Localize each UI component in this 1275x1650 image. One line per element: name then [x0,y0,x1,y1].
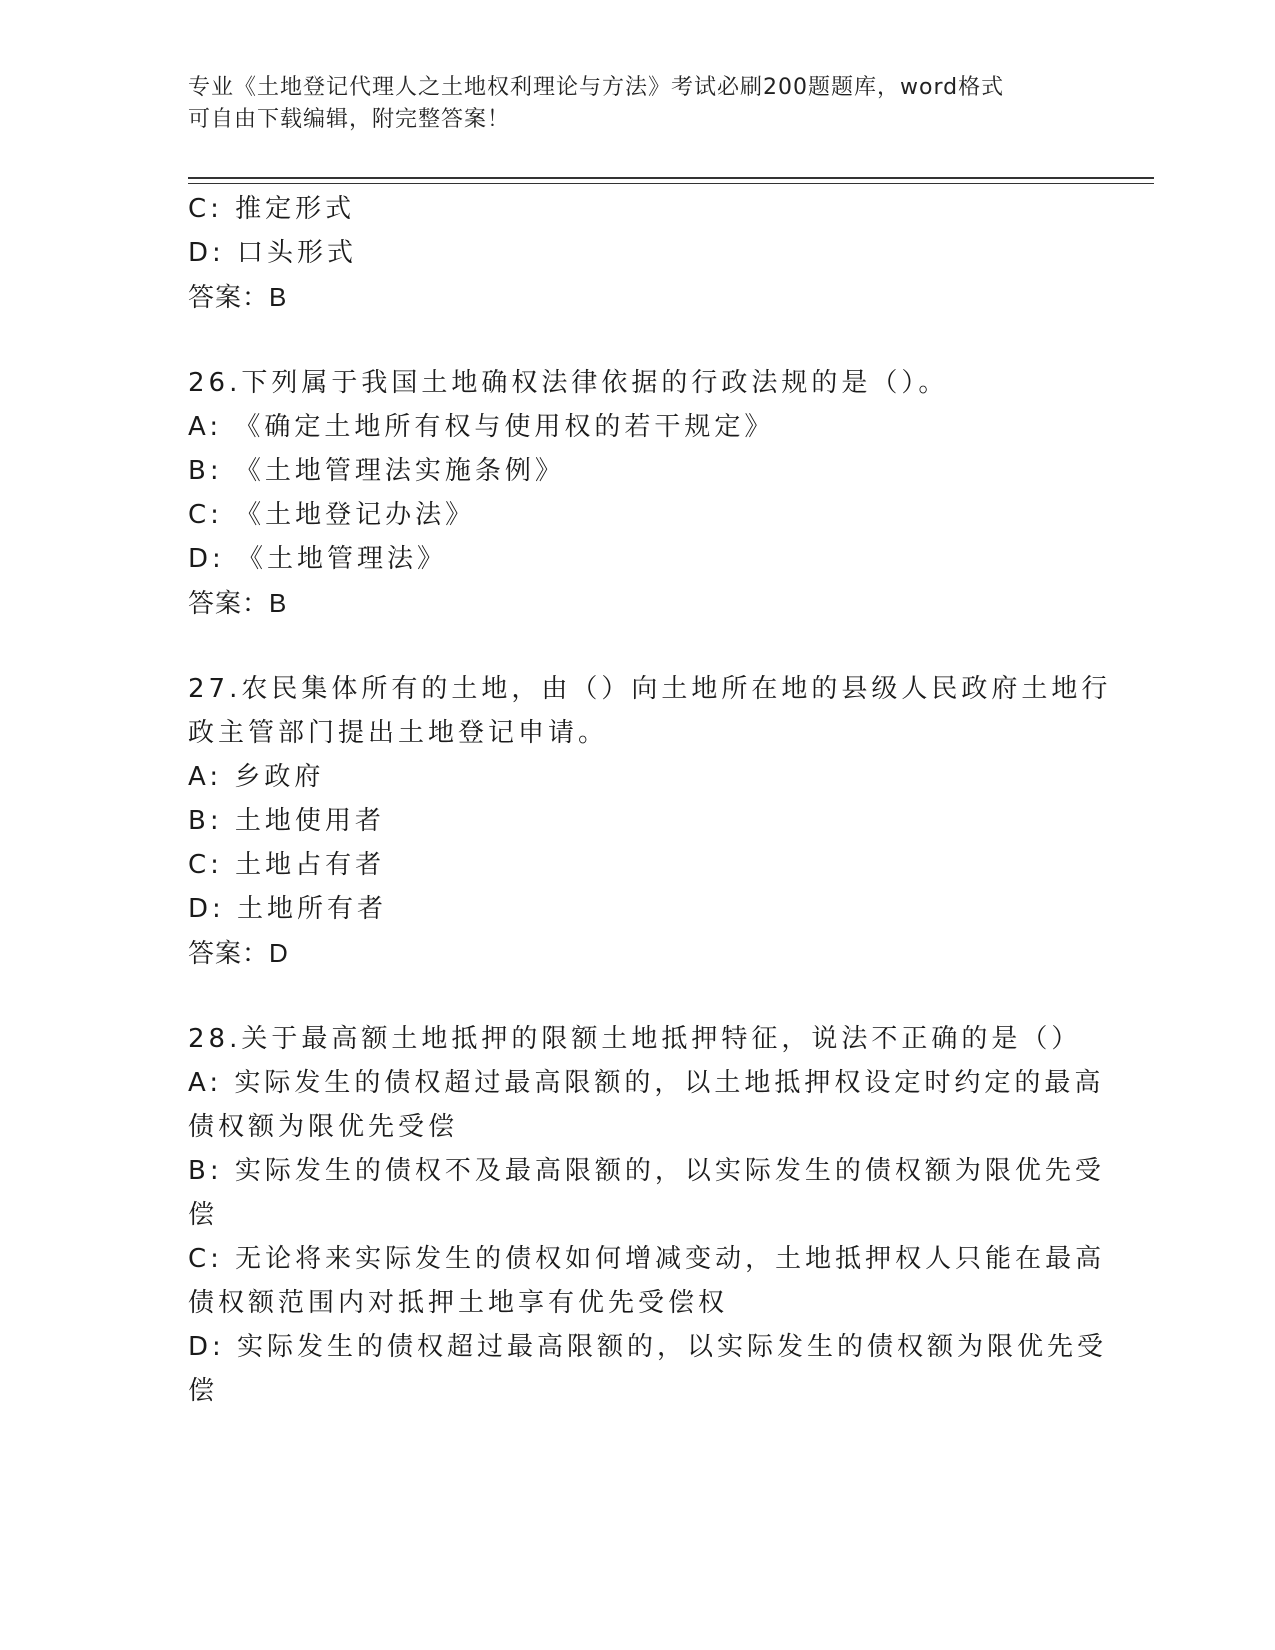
q28-option-c-line-1: C: 无论将来实际发生的债权如何增减变动，土地抵押权人只能在最高 [188,1244,1106,1274]
q26-answer: 答案：B [188,588,288,618]
prev-option-c: C: 推定形式 [188,194,356,224]
q28-option-a-line-1: A: 实际发生的债权超过最高限额的，以土地抵押权设定时约定的最高 [188,1068,1105,1098]
q28-option-c-line-2: 债权额范围内对抵押土地享有优先受偿权 [188,1288,729,1318]
q26-option-a: A: 《确定土地所有权与使用权的若干规定》 [188,412,775,442]
q26-stem: 26.下列属于我国土地确权法律依据的行政法规的是（）。 [188,368,949,398]
q26-option-c: C: 《土地登记办法》 [188,500,476,530]
q26-option-b: B: 《土地管理法实施条例》 [188,456,565,486]
q28-stem: 28.关于最高额土地抵押的限额土地抵押特征，说法不正确的是（） [188,1024,1082,1054]
q28-option-a-line-2: 债权额为限优先受偿 [188,1112,459,1142]
q28-option-d-line-1: D: 实际发生的债权超过最高限额的，以实际发生的债权额为限优先受 [188,1332,1108,1362]
header-line-2: 可自由下载编辑，附完整答案！ [188,107,511,132]
q27-stem-line-1: 27.农民集体所有的土地，由（）向土地所在地的县级人民政府土地行 [188,674,1112,704]
header-line-1: 专业《土地登记代理人之土地权利理论与方法》考试必刷200题题库，word格式 [188,75,1005,100]
q28-option-b-line-2: 偿 [188,1200,219,1230]
q27-option-c: C: 土地占有者 [188,850,386,880]
q27-stem-line-2: 政主管部门提出土地登记申请。 [188,718,609,748]
q26-option-d: D: 《土地管理法》 [188,544,448,574]
q28-option-b-line-1: B: 实际发生的债权不及最高限额的，以实际发生的债权额为限优先受 [188,1156,1105,1186]
q27-option-d: D: 土地所有者 [188,894,388,924]
q27-option-b: B: 土地使用者 [188,806,385,836]
prev-option-d: D: 口头形式 [188,238,358,268]
header-divider-thin [188,183,1154,184]
q27-answer: 答案：D [188,938,289,968]
q28-option-d-line-2: 偿 [188,1376,219,1406]
header-divider-thick [188,177,1154,179]
document-header [188,72,1068,136]
prev-answer: 答案：B [188,282,288,312]
q27-option-a: A: 乡政府 [188,762,325,792]
